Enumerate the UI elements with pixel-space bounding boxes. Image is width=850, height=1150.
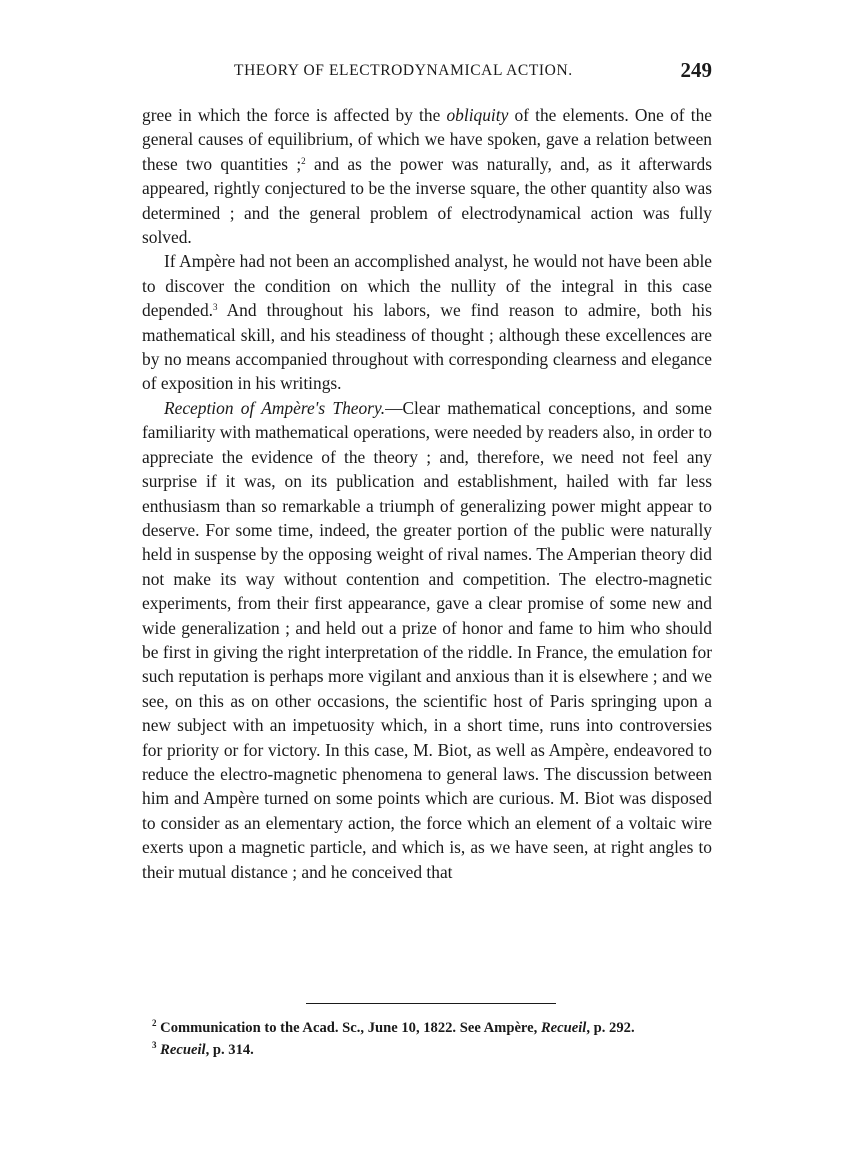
text-run: and as the power was naturally, and, as it afterwards appeared, rightly conjectured to be the inverse square, the other quantity also was determined ; and the general problem of electrodynamical action was fully solved.	[142, 153, 713, 248]
footnote-work-title: Recueil	[540, 1020, 587, 1036]
body-text	[142, 103, 712, 884]
section-heading: Reception of Ampère's Theory.	[164, 397, 386, 418]
footnote-text: , p. 314.	[205, 1041, 254, 1058]
text-run: gree in which the force is affected by the	[142, 105, 447, 125]
paragraph-reception	[142, 396, 712, 884]
running-head	[140, 60, 712, 88]
footnote-work-title: Recueil	[160, 1041, 206, 1058]
footnote-3	[142, 1040, 712, 1062]
text-run: And throughout his labors, we find reason to admire, both his mathematical skill, and his steadiness of thought ; although these excellences are by no means accompanied throughout with corresponding clearness and elegance of exposition in his writings.	[142, 300, 712, 394]
footnote-2	[142, 1018, 712, 1040]
text-run: —Clear mathematical conceptions, and some familiarity with mathematical operations, were needed by readers also, in order to appreciate the evidence of the theory ; and, therefore, we need not feel any surprise if it was, on its publication and establishment, hailed with far less enthusiasm than so remarkable a triumph of generalizing power might appear to deserve. For some time, indeed, the greater portion of the public were naturally held in suspense by the opposing weight of rival names. The Amperian theory did not make its way without contention and competition. The electro-magnetic experiments, from their first appearance, gave a clear promise of some new and wide generalization ; and held out a prize of honor and fame to him who should be first in giving the right interpretation of the riddle. In France, the emulation for such reputation is perhaps more vigilant and anxious than it is elsewhere ; and we see, on this as on other occasions, the scientific host of Paris springing upon a new subject with an impetuosity which, in a short time, runs into controversies for priority or for victory. In this case, M. Biot, as well as Ampère, endeavored to reduce the electro-magnetic phenomena to general laws. The discussion between him and Ampère turned on some points which are curious. M. Biot was disposed to consider as an elementary action, the force which an element of a voltaic wire exerts upon a magnetic particle, and which is, as we have seen, at right angles to their mutual distance ; and he conceived that	[142, 397, 712, 882]
footnote-marker: 2	[152, 1018, 157, 1028]
footnote-marker: 3	[152, 1039, 157, 1050]
italic-term: obliquity	[446, 105, 509, 125]
footnote-text: Communication to the Acad. Sc., June 10, 1822. See Ampère,	[156, 1020, 541, 1036]
text-run: If Ampère had not been an accomplished analyst, he would not have been able to discover the condition on which the nullity of the integral in this case depended.	[142, 251, 712, 321]
footnote-ref: 3	[212, 302, 218, 313]
footnote-text: , p. 292.	[586, 1020, 635, 1036]
paragraph-continuation	[142, 103, 712, 249]
footnotes	[142, 1018, 712, 1061]
footnote-ref: 2	[301, 155, 306, 166]
running-title: THEORY OF ELECTRODYNAMICAL ACTION.	[234, 62, 573, 79]
paragraph-ampere-analyst	[142, 249, 712, 395]
footnote-divider	[306, 1003, 556, 1004]
page-number: 249	[680, 58, 712, 82]
text-run: of the elements. One of the general causes of equilibrium, of which we have spoken, gave a relation between these two quantities ;	[142, 105, 712, 174]
